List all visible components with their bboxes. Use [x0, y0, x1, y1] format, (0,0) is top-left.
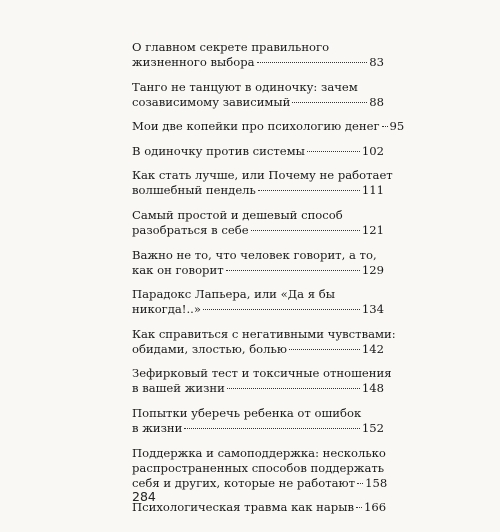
dot-leader [292, 102, 367, 103]
toc-entry-page-number: 152 [361, 420, 384, 435]
toc-entry [132, 500, 387, 515]
toc-entry-last-line [132, 475, 388, 491]
toc-entry-last-line [132, 223, 384, 238]
toc-entry-page-number: 142 [361, 341, 384, 356]
dot-leader [227, 388, 360, 389]
toc-entry-title-line: разобраться в себе [132, 222, 249, 237]
dot-leader [382, 126, 388, 127]
toc-entry-title-line: никогда!..» [132, 302, 201, 317]
dot-leader [289, 349, 360, 350]
toc-entry [132, 144, 384, 159]
toc-entry-title-line: в вашей жизни [132, 381, 225, 396]
toc-entry [132, 248, 384, 278]
toc-entry-last-line [132, 421, 384, 436]
dot-leader [226, 270, 360, 271]
toc-entry [132, 208, 384, 238]
toc-entry-page-number: 121 [361, 222, 384, 237]
toc-entry-title-line: Психологическая травма как нарыв [132, 500, 354, 515]
toc-entry [132, 119, 405, 134]
dot-leader [257, 62, 368, 63]
toc-entry-title-line: волшебный пендель [132, 183, 256, 198]
dot-leader [258, 190, 360, 191]
dot-leader [357, 483, 363, 484]
dot-leader [184, 428, 359, 429]
toc-entry-title-line: Мои две копейки про психологию денег [132, 119, 380, 134]
toc-entry-page-number: 95 [389, 119, 405, 134]
page-number: 284 [132, 489, 156, 504]
toc-entry [132, 40, 384, 70]
toc-entry-title-line: как он говорит [132, 262, 224, 277]
toc-entry-title-line: Танго не танцуют в одиночку: зачем [132, 79, 358, 94]
toc-entry [132, 366, 392, 396]
toc-entry-last-line [132, 263, 384, 278]
toc-entry-title-line: Поддержка и самоподдержка: несколько [132, 445, 386, 460]
toc-entry-title-line: созависимому зависимый [132, 94, 291, 109]
toc-entry-title-line: жизненного выбора [132, 55, 255, 69]
toc-entry-last-line [132, 302, 384, 317]
toc-entry [132, 287, 384, 317]
toc-entry-title-line: Попытки уберечь ребенка от ошибок [132, 405, 362, 420]
toc-entry-title-line: в жизни [132, 420, 183, 435]
toc-entry-last-line [132, 144, 384, 159]
toc-entry-page-number: 166 [363, 500, 387, 515]
toc-entry-title-line: В одиночку против системы [132, 143, 305, 158]
toc-entry-page-number: 134 [361, 302, 384, 317]
toc-entry-title-line: О главном секрете правильного [132, 40, 330, 54]
toc-entry-title-line: Парадокс Лапьера, или «Да я бы [132, 287, 335, 302]
toc-entry-page-number: 111 [361, 183, 384, 198]
toc-entry [132, 80, 384, 110]
toc-entry-page-number: 88 [369, 94, 384, 109]
toc-entry [132, 406, 384, 436]
toc-entry-page-number: 83 [369, 55, 384, 69]
table-of-contents [132, 40, 405, 525]
toc-entry-page-number: 158 [365, 475, 388, 490]
toc-entry [132, 445, 388, 491]
toc-entry-last-line [132, 381, 384, 396]
dot-leader [203, 309, 360, 310]
toc-entry-title-line: Самый простой и дешевый способ [132, 207, 343, 222]
toc-entry-last-line [132, 183, 384, 198]
dot-leader [251, 230, 360, 231]
dot-leader [307, 151, 360, 152]
toc-entry-page-number: 148 [361, 381, 384, 396]
toc-entry-last-line [132, 55, 384, 70]
dot-leader [356, 507, 362, 508]
toc-entry-title-line: Как стать лучше, или Почему не работает [132, 168, 393, 183]
toc-entry-title-line: Важно не то, что человек говорит, а то, [132, 247, 377, 262]
toc-entry-page-number: 102 [361, 143, 384, 158]
toc-entry-last-line [132, 342, 384, 357]
toc-entry-title-line: Зефирковый тест и токсичные отношения [132, 366, 392, 381]
toc-entry-title-line: обидами, злостью, болью [132, 341, 287, 356]
toc-entry-title-line: себя и других, которые не работают [132, 475, 356, 490]
toc-entry-page-number: 129 [361, 262, 384, 277]
toc-entry-title-line: распространенных способов поддержать [132, 460, 385, 475]
toc-entry [132, 168, 393, 198]
toc-entry [132, 326, 396, 357]
toc-entry-last-line [132, 95, 384, 110]
toc-entry-last-line [132, 500, 387, 515]
toc-entry-last-line [132, 119, 405, 134]
toc-entry-title-line: Как справиться с негативными чувствами: [132, 326, 396, 341]
